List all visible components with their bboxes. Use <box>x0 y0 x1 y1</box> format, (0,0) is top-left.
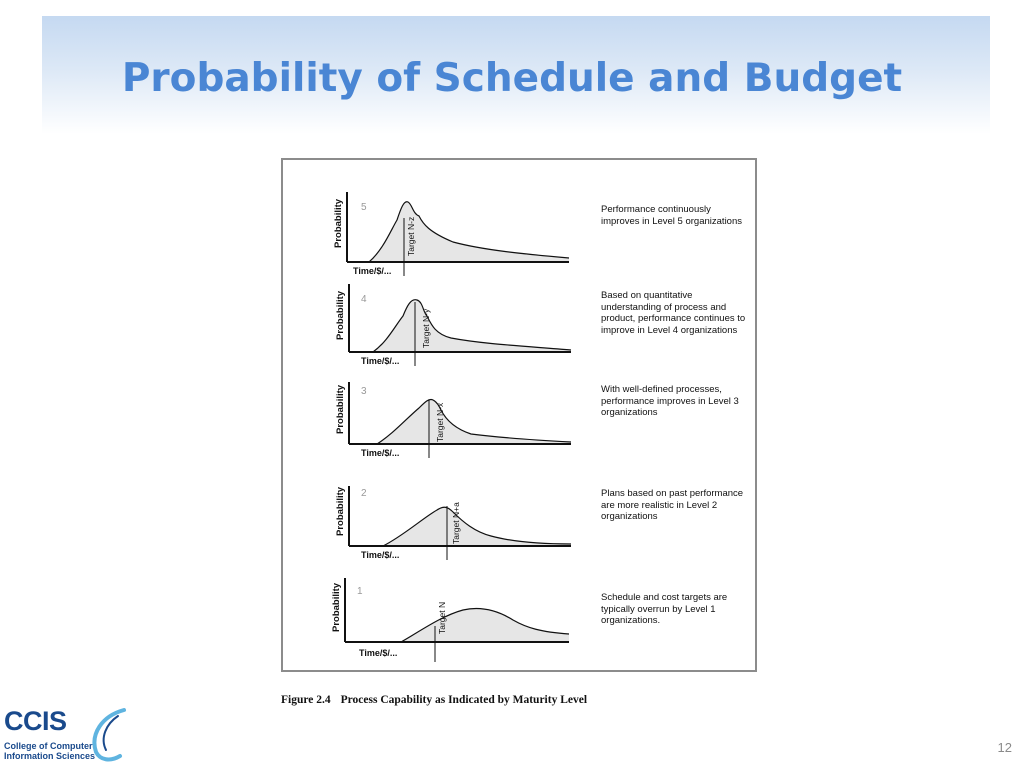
level-description: Based on quantitative understanding of process and product, performance continues to improve in Level 4 organizations <box>601 290 746 336</box>
curve-fill <box>369 202 569 262</box>
panel-level-2 <box>283 472 755 572</box>
level-description: With well-defined processes, performance improves in Level 3 organizations <box>601 384 739 418</box>
curve-fill <box>373 300 571 352</box>
figure-caption <box>281 694 587 706</box>
level-description: Performance continuously improves in Level 5 organizations <box>601 204 742 227</box>
level-number: 3 <box>361 386 367 397</box>
y-axis-label: Probability <box>335 384 346 434</box>
panel-level-5 <box>283 190 755 290</box>
x-axis-label: Time/$/... <box>361 550 400 560</box>
logo-wordmark: CCIS <box>4 706 67 736</box>
caption-number: Figure 2.4 <box>281 694 331 706</box>
logo-line-2: Information Sciences <box>4 751 96 761</box>
panel-level-1 <box>283 570 755 670</box>
panel-level-3 <box>283 372 755 472</box>
level-number: 5 <box>361 202 367 213</box>
slide-title: Probability of Schedule and Budget <box>121 56 903 101</box>
y-axis-label: Probability <box>335 486 346 536</box>
chart-level-1 <box>283 570 583 662</box>
y-axis-label: Probability <box>333 198 344 248</box>
x-axis-label: Time/$/... <box>361 356 400 366</box>
target-label: Target N-x <box>435 402 445 442</box>
level-number: 4 <box>361 294 367 305</box>
logo-line-1: College of Computer <box>4 741 93 751</box>
level-description: Schedule and cost targets are typically overrun by Level 1 organizations. <box>601 592 728 626</box>
figure-frame <box>281 158 757 672</box>
page-number: 12 <box>997 740 1012 755</box>
panel-level-4 <box>283 280 755 380</box>
x-axis-label: Time/$/... <box>353 266 392 276</box>
chart-level-3 <box>283 372 583 464</box>
caption-text: Process Capability as Indicated by Maturity Level <box>340 694 588 706</box>
curve-fill <box>401 608 569 642</box>
level-number: 1 <box>357 586 363 597</box>
target-label: Target N <box>437 601 447 634</box>
curve-fill <box>377 399 571 444</box>
target-label: Target N-y <box>421 308 431 348</box>
chart-level-5 <box>283 190 583 282</box>
level-description: Plans based on past performance are more realistic in Level 2 organizations <box>601 488 744 522</box>
y-axis-label: Probability <box>335 290 346 340</box>
target-label: Target N-z <box>406 216 416 256</box>
target-label: Target N+a <box>451 502 461 544</box>
x-axis-label: Time/$/... <box>359 648 398 658</box>
ccis-logo <box>2 706 132 766</box>
chart-level-2 <box>283 472 583 564</box>
level-number: 2 <box>361 488 367 499</box>
x-axis-label: Time/$/... <box>361 448 400 458</box>
chart-level-4 <box>283 280 583 372</box>
y-axis-label: Probability <box>331 582 342 632</box>
curve-fill <box>383 507 571 546</box>
